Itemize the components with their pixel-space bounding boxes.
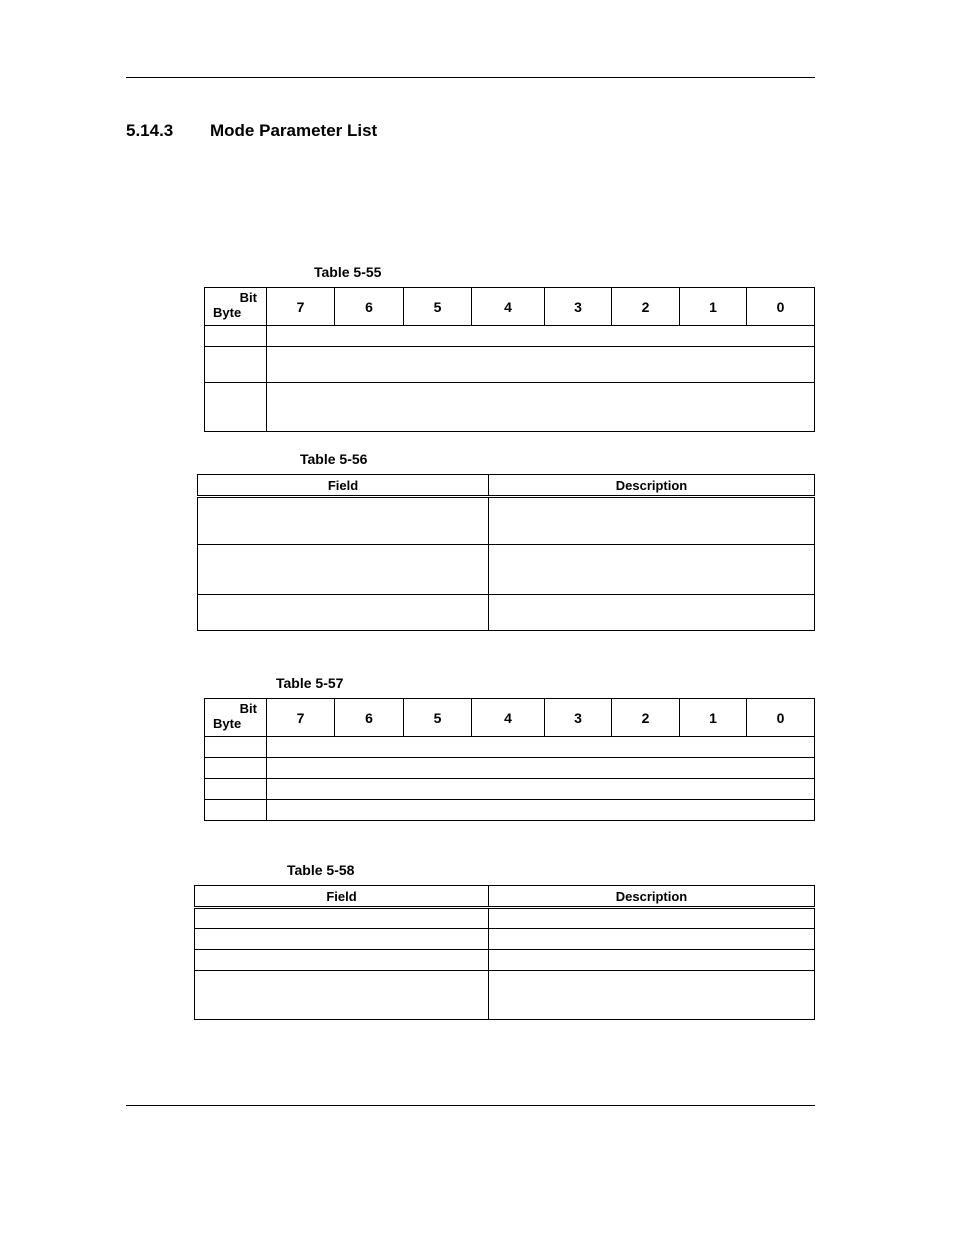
- table-row: [205, 779, 815, 800]
- table-row: [205, 383, 815, 432]
- table-row: [205, 347, 815, 383]
- table-56: [197, 474, 815, 631]
- table-row: [198, 497, 815, 545]
- bit-7: 7: [267, 288, 335, 326]
- table-row: [205, 737, 815, 758]
- table-56-caption: Table 5-56: [300, 451, 368, 467]
- bit-byte-cell: [205, 288, 267, 326]
- bit-0: 0: [747, 699, 815, 737]
- table-58-caption: Table 5-58: [287, 862, 355, 878]
- bit-header-row: [205, 699, 815, 737]
- bit-3: 3: [545, 699, 612, 737]
- bottom-rule: [126, 1105, 815, 1106]
- byte-label: Byte: [213, 305, 242, 320]
- table-header-row: [195, 886, 815, 908]
- table-row: [198, 545, 815, 595]
- bit-header-row: [205, 288, 815, 326]
- table-row: [195, 908, 815, 929]
- table-header-row: [198, 475, 815, 497]
- bit-4: 4: [472, 288, 545, 326]
- table-row: [205, 326, 815, 347]
- table-58: [194, 885, 815, 1020]
- description-header: Description: [489, 475, 815, 497]
- table-55-caption: Table 5-55: [314, 264, 382, 280]
- table-row: [205, 800, 815, 821]
- bit-5: 5: [404, 288, 472, 326]
- bit-byte-cell: [205, 699, 267, 737]
- bit-1: 1: [680, 288, 747, 326]
- table-row: [195, 971, 815, 1020]
- byte-label: Byte: [213, 716, 242, 731]
- bit-6: 6: [335, 288, 404, 326]
- bit-3: 3: [545, 288, 612, 326]
- top-rule: [126, 77, 815, 78]
- section-title: Mode Parameter List: [210, 121, 378, 140]
- table-55: [204, 287, 815, 432]
- table-57-caption: Table 5-57: [276, 675, 344, 691]
- bit-label: Bit: [239, 701, 257, 716]
- bit-7: 7: [267, 699, 335, 737]
- bit-0: 0: [747, 288, 815, 326]
- table-row: [205, 758, 815, 779]
- section-number: 5.14.3: [126, 121, 174, 140]
- bit-2: 2: [612, 288, 680, 326]
- table-57: [204, 698, 815, 821]
- field-header: Field: [195, 886, 489, 908]
- table-row: [195, 929, 815, 950]
- bit-2: 2: [612, 699, 680, 737]
- field-header: Field: [198, 475, 489, 497]
- table-row: [195, 950, 815, 971]
- bit-label: Bit: [239, 290, 257, 305]
- section-heading: [126, 121, 377, 141]
- bit-6: 6: [335, 699, 404, 737]
- description-header: Description: [489, 886, 815, 908]
- bit-1: 1: [680, 699, 747, 737]
- bit-4: 4: [472, 699, 545, 737]
- table-row: [198, 595, 815, 631]
- bit-5: 5: [404, 699, 472, 737]
